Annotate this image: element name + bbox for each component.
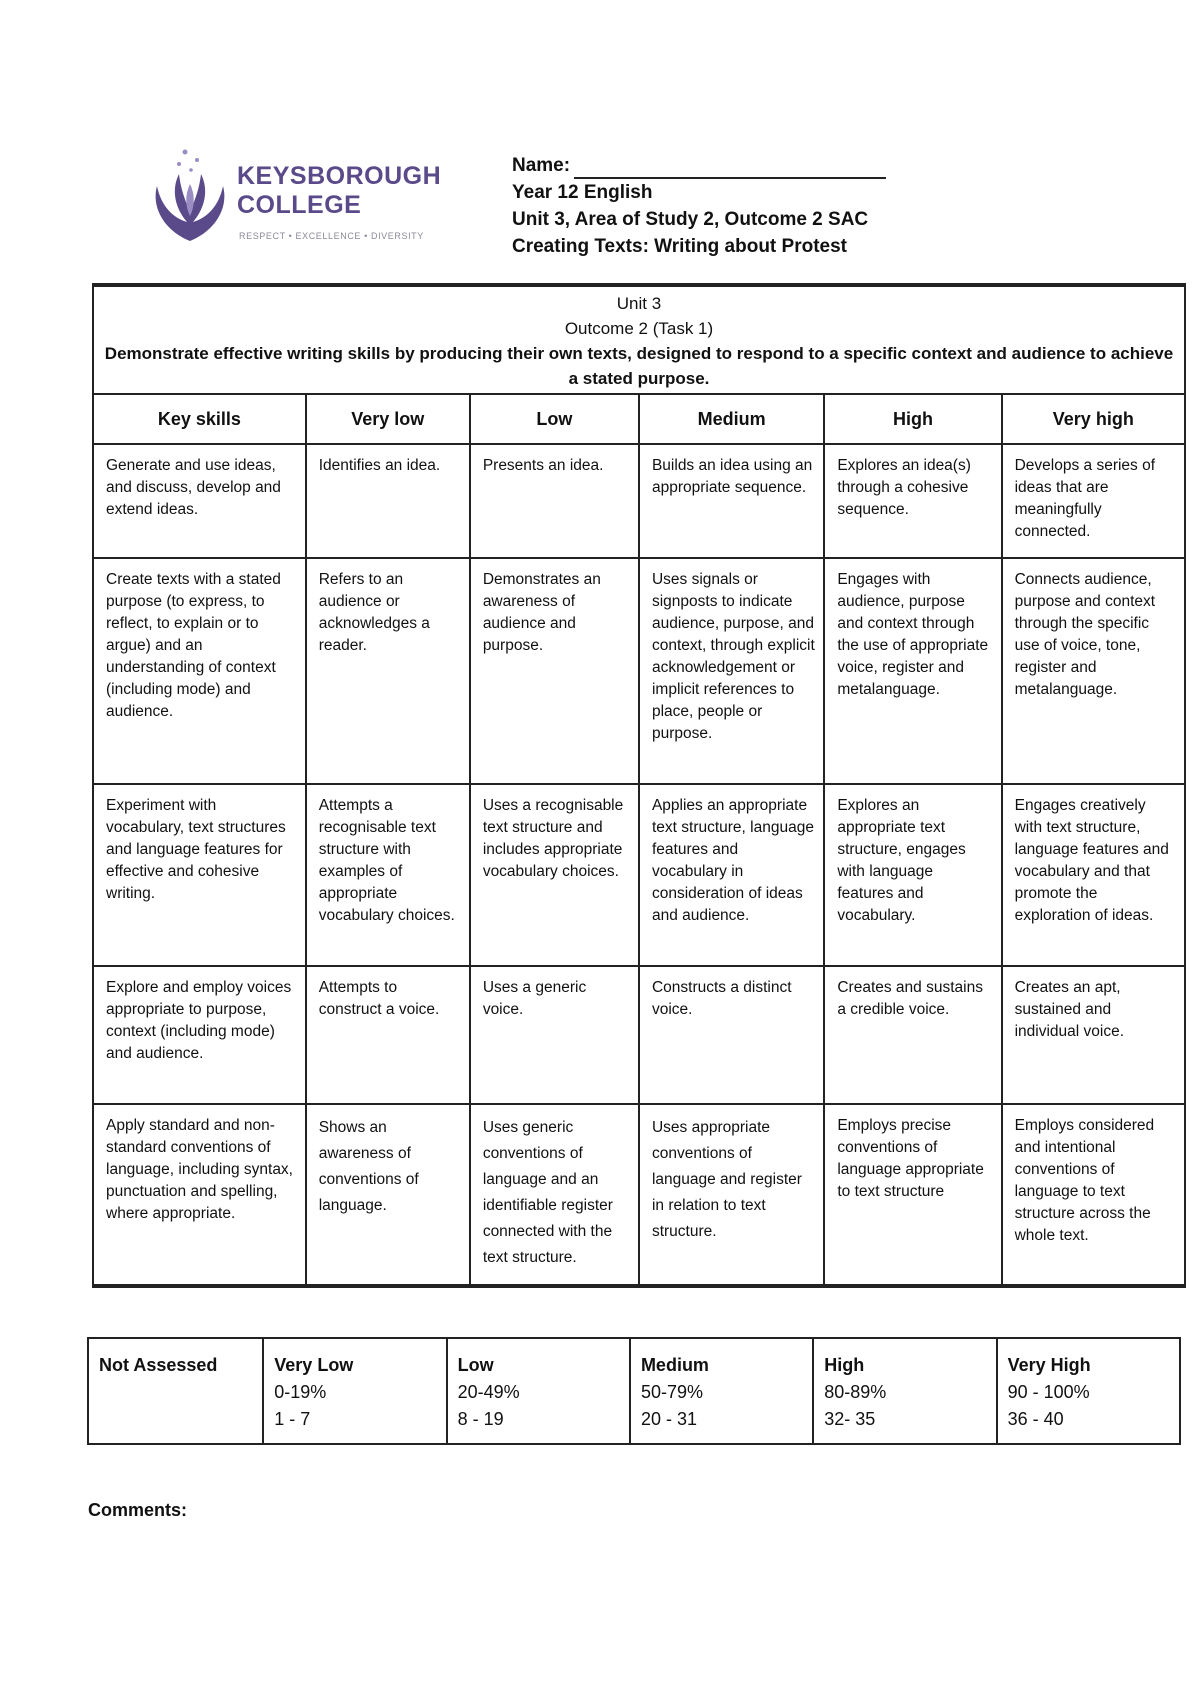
descriptor-cell: Shows an awareness of conventions of language. [306, 1104, 470, 1286]
grade-band-level: Very High [1007, 1355, 1091, 1375]
comments-label: Comments: [88, 1500, 188, 1520]
grade-band-cell [813, 1338, 996, 1444]
column-header: Key skills [93, 394, 306, 444]
grade-band-level: Low [457, 1355, 494, 1375]
name-label: Name: [512, 155, 571, 176]
descriptor-cell: Builds an idea using an appropriate sequence. [639, 444, 824, 558]
descriptor-cell: Explores an idea(s) through a cohesive sequence. [824, 444, 1001, 558]
flame-stars-logo-icon [145, 146, 235, 246]
column-header: Very high [1002, 394, 1185, 444]
grade-band-cell [263, 1338, 446, 1444]
task-title: Creating Texts: Writing about Protest [512, 236, 847, 257]
student-header [512, 152, 886, 260]
grade-band-marks: 36 - 40 [1007, 1409, 1064, 1429]
name-field-line[interactable] [574, 159, 886, 179]
grade-scale-table [87, 1337, 1181, 1445]
rubric-row [93, 1104, 1185, 1286]
rubric-row [93, 444, 1185, 558]
descriptor-cell: Uses generic conventions of language and an identifiable register connected with the text structure. [470, 1104, 639, 1286]
logo-college-name [237, 162, 441, 220]
grade-band-percent: 0-19% [274, 1382, 327, 1402]
descriptor-cell: Uses a recognisable text structure and includes appropriate vocabulary choices. [470, 784, 639, 966]
descriptor-cell: Connects audience, purpose and context through the specific use of voice, tone, register and metalanguage. [1002, 558, 1185, 784]
descriptor-cell: Uses appropriate conventions of language and register in relation to text structure. [639, 1104, 824, 1286]
descriptor-cell: Engages with audience, purpose and context through the use of appropriate voice, register and metalanguage. [824, 558, 1001, 784]
grade-band-cell [997, 1338, 1180, 1444]
key-skill-cell: Experiment with vocabulary, text structures and language features for effective and cohesive writing. [93, 784, 306, 966]
course-line: Year 12 English [512, 182, 653, 203]
descriptor-cell: Explores an appropriate text structure, engages with language features and vocabulary. [824, 784, 1001, 966]
column-header: Low [470, 394, 639, 444]
descriptor-cell: Constructs a distinct voice. [639, 966, 824, 1104]
descriptor-cell: Applies an appropriate text structure, language features and vocabulary in consideration of ideas and audience. [639, 784, 824, 966]
grade-band-level: Very Low [274, 1355, 354, 1375]
descriptor-cell: Engages creatively with text structure, language features and vocabulary and that promote the exploration of ideas. [1002, 784, 1185, 966]
descriptor-cell: Attempts to construct a voice. [306, 966, 470, 1104]
column-header: Medium [639, 394, 824, 444]
rubric-row [93, 784, 1185, 966]
descriptor-cell: Demonstrates an awareness of audience and purpose. [470, 558, 639, 784]
assessment-rubric-table [92, 283, 1186, 1288]
grade-scale-row [88, 1338, 1180, 1444]
grade-band-level: Not Assessed [99, 1355, 218, 1375]
descriptor-cell: Presents an idea. [470, 444, 639, 558]
descriptor-cell: Refers to an audience or acknowledges a reader. [306, 558, 470, 784]
descriptor-cell: Creates and sustains a credible voice. [824, 966, 1001, 1104]
key-skill-cell: Apply standard and non-standard conventions of language, including syntax, punctuation and spelling, where appropriate. [93, 1104, 306, 1286]
grade-band-percent: 90 - 100% [1007, 1382, 1090, 1402]
grade-band-cell [447, 1338, 630, 1444]
descriptor-cell: Develops a series of ideas that are meaningfully connected. [1002, 444, 1185, 558]
column-header: Very low [306, 394, 470, 444]
logo-tagline: RESPECT • EXCELLENCE • DIVERSITY [239, 231, 424, 241]
rubric-outcome: Outcome 2 (Task 1) [564, 319, 714, 338]
descriptor-cell: Employs considered and intentional conventions of language to text structure across the whole text. [1002, 1104, 1185, 1286]
grade-band-level: High [824, 1355, 865, 1375]
descriptor-cell: Creates an apt, sustained and individual voice. [1002, 966, 1185, 1104]
grade-band-cell [630, 1338, 813, 1444]
unit-line: Unit 3, Area of Study 2, Outcome 2 SAC [512, 209, 869, 230]
descriptor-cell: Uses a generic voice. [470, 966, 639, 1104]
column-header: High [824, 394, 1001, 444]
key-skill-cell: Generate and use ideas, and discuss, develop and extend ideas. [93, 444, 306, 558]
key-skill-cell: Explore and employ voices appropriate to purpose, context (including mode) and audience. [93, 966, 306, 1104]
grade-band-cell [88, 1338, 263, 1444]
college-logo [145, 140, 442, 250]
grade-band-marks: 1 - 7 [274, 1409, 311, 1429]
descriptor-cell: Employs precise conventions of language appropriate to text structure [824, 1104, 1001, 1286]
name-row [512, 152, 886, 179]
descriptor-cell: Uses signals or signposts to indicate audience, purpose, and context, through explicit acknowledgement or implicit references to place, people or purpose. [639, 558, 824, 784]
grade-band-marks: 32- 35 [824, 1409, 876, 1429]
grade-band-marks: 8 - 19 [457, 1409, 504, 1429]
rubric-row [93, 558, 1185, 784]
rubric-header-row [93, 394, 1185, 444]
grade-band-percent: 80-89% [824, 1382, 887, 1402]
grade-band-percent: 50-79% [640, 1382, 703, 1402]
descriptor-cell: Attempts a recognisable text structure with examples of appropriate vocabulary choices. [306, 784, 470, 966]
rubric-row [93, 966, 1185, 1104]
key-skill-cell: Create texts with a stated purpose (to express, to reflect, to explain or to argue) and an understanding of context (including mode) and audience. [93, 558, 306, 784]
logo-name-line1: KEYSBOROUGH [237, 162, 442, 190]
grade-band-level: Medium [640, 1355, 709, 1375]
grade-band-marks: 20 - 31 [640, 1409, 697, 1429]
descriptor-cell: Identifies an idea. [306, 444, 470, 558]
logo-name-line2: COLLEGE [237, 191, 362, 219]
grade-band-percent: 20-49% [457, 1382, 520, 1402]
rubric-outcome-description: Demonstrate effective writing skills by producing their own texts, designed to respond to a specific context and audience to achieve a stated purpose. [104, 344, 1174, 388]
rubric-caption [93, 285, 1185, 394]
rubric-unit: Unit 3 [616, 294, 662, 313]
